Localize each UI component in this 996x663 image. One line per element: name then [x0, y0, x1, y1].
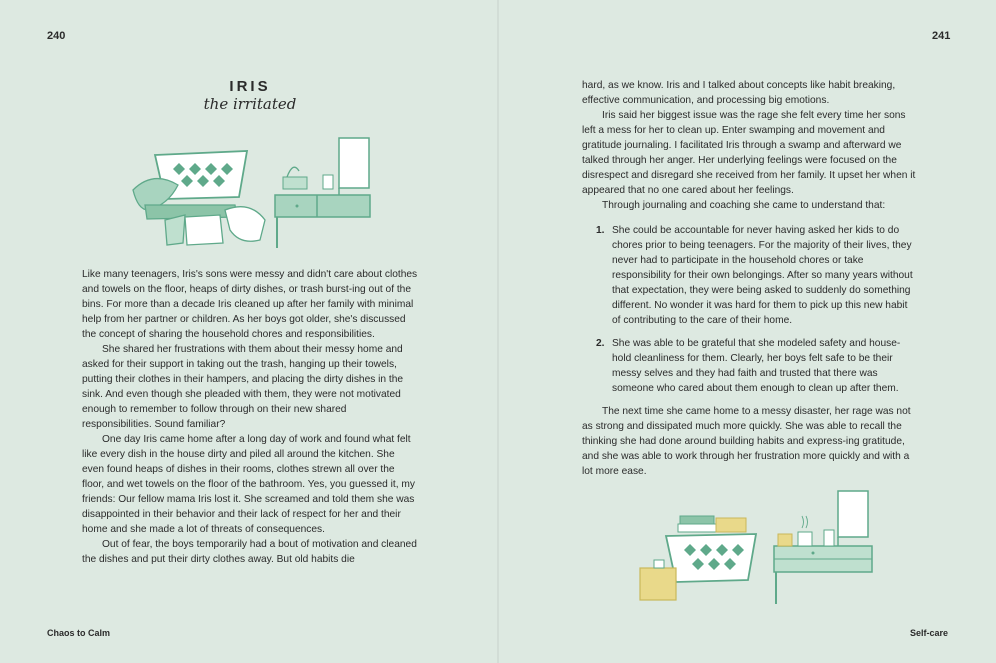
left-page-body [82, 267, 418, 567]
list-item [582, 336, 916, 396]
list-item-text: She could be accountable for never having asked her kids to do chores prior to being teenagers. For the majority of their lives, they never had to participate in the household chores or take responsibility for their own belongings. After so many years without that expectation, they were being asked to suddenly do something different. No wonder it was hard for them to pick up this new habit of contributing to the care of their home. [612, 225, 913, 326]
page-number-right: 241 [932, 30, 951, 42]
paragraph: She shared her frustrations with them about their messy home and asked for their support in taking out the trash, hanging up their towels, putting their clothes in their hampers, and placing the dirty dishes in the sink. And even though she pleaded with them, they were not motivated enough to remember to follow through on their new shared responsibilities. Sound familiar? [82, 344, 404, 430]
running-footer-left: Chaos to Calm [47, 628, 111, 638]
paragraph: The next time she came home to a messy disaster, her rage was not as strong and dissipated much more quickly. She was able to recall the thinking she had done around building habits and express-ing gratitude, and she was able to work through her frustration more quickly and with a lot more ease. [582, 406, 911, 477]
right-page-body [582, 78, 916, 479]
paragraph: hard, as we know. Iris and I talked about concepts like habit breaking, effective communication, and processing big emotions. [582, 80, 896, 106]
paragraph: Out of fear, the boys temporarily had a bout of motivation and cleaned the dishes and put their dirty clothes away. But old habits die [82, 539, 417, 565]
laundry-basket-desk-illustration [125, 135, 375, 250]
paragraph: Iris said her biggest issue was the rage she felt every time her sons left a mess for her to clean up. Enter swamping and movement and gratitude journaling. I facilitated Iris through a swamp and afterward we talked through her anger. Her underlying feelings were focused on the disrespect and disregard she received from her family. It upset her when it appeared that no one cared about her feelings. [582, 110, 916, 196]
page-number-left: 240 [47, 30, 66, 42]
paragraph: One day Iris came home after a long day of work and found what felt like every dish in the house dirty and piled all around the kitchen. She even found heaps of dishes in their rooms, clothes strewn all over the floor, and wet towels on the floor of the bathroom. Yes, you guessed it, my friends: Our fellow mama Iris lost it. She screamed and told them she was disappointed in their behavior and their lack of respect for her and their home and she made a lot of threats of consequences. [82, 434, 415, 535]
page-subtitle: the irritated [203, 95, 297, 113]
numbered-list [582, 223, 916, 396]
running-footer-right: Self-care [910, 628, 949, 638]
list-item-text: She was able to be grateful that she modeled safety and house-hold cleanliness for them. Clearly, her boys felt safe to be their messy selves and they had faith and trusted that there was someone who cared about them enough to clean up after them. [612, 338, 901, 394]
list-item [582, 223, 916, 328]
list-number: 2. [596, 338, 605, 349]
paragraph: Like many teenagers, Iris's sons were messy and didn't care about clothes and towels on the floor, heaps of dirty dishes, or trash burst-ing out of the bins. For more than a decade Iris cleaned up after her family with minimal help from her partner or children. As her boys got older, she's discussed the concept of sharing the household chores and responsibilities. [82, 269, 418, 340]
page-title: IRIS [229, 78, 271, 95]
paragraph: Through journaling and coaching she came to understand that: [602, 200, 886, 211]
list-number: 1. [596, 225, 605, 236]
page-gutter [497, 0, 499, 663]
folded-laundry-desk-illustration [638, 488, 876, 606]
chapter-heading [180, 78, 320, 113]
